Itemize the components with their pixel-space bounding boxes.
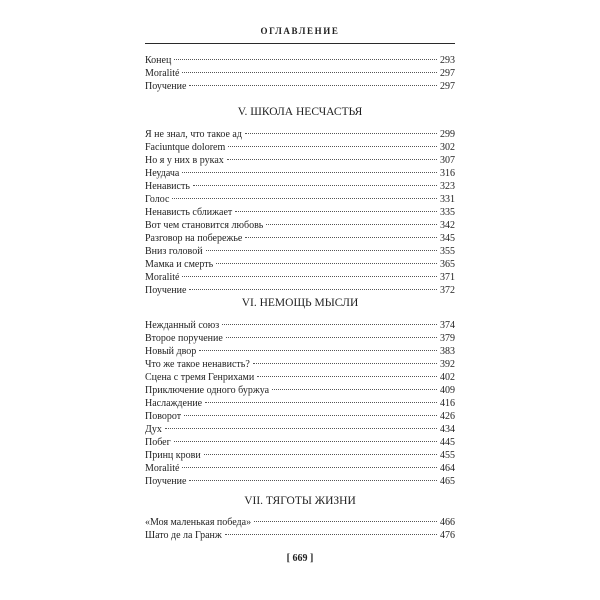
toc-entry[interactable] xyxy=(145,319,455,332)
toc-entry-title: Поворот xyxy=(145,411,182,422)
toc-entry-title: Сцена с тремя Генрихами xyxy=(145,372,255,383)
toc-entry-title: Moralité xyxy=(145,68,180,79)
toc-leader-dots xyxy=(235,211,437,212)
toc-leader-dots xyxy=(174,441,437,442)
toc-entry[interactable] xyxy=(145,345,455,358)
toc-entry-title: Принц крови xyxy=(145,450,201,461)
toc-leader-dots xyxy=(174,59,437,60)
toc-leader-dots xyxy=(189,85,437,86)
toc-leader-dots xyxy=(172,198,437,199)
toc-entry-title: Шато де ла Гранж xyxy=(145,530,222,541)
toc-entry-title: Приключение одного буржуа xyxy=(145,385,270,396)
toc-leader-dots xyxy=(182,276,437,277)
toc-entry-title: Ненависть сближает xyxy=(145,207,233,218)
toc-entry-title: Голос xyxy=(145,194,170,205)
toc-entry-title: Разговор на побережье xyxy=(145,233,243,244)
toc-entry[interactable] xyxy=(145,449,455,462)
toc-leader-dots xyxy=(184,415,437,416)
toc-leader-dots xyxy=(189,289,437,290)
toc-leader-dots xyxy=(182,172,437,173)
toc-leader-dots xyxy=(222,324,437,325)
toc-entry-title: Но я у них в руках xyxy=(145,155,224,166)
toc-entry-page: 323 xyxy=(440,181,455,192)
toc-entry-title: Я не знал, что такое ад xyxy=(145,129,242,140)
toc-entry[interactable] xyxy=(145,245,455,258)
toc-entry-page: 371 xyxy=(440,272,455,283)
toc-entry[interactable] xyxy=(145,54,455,67)
toc-entry-page: 299 xyxy=(440,129,455,140)
toc-leader-dots xyxy=(199,350,437,351)
toc-entry-page: 434 xyxy=(440,424,455,435)
toc-entry[interactable] xyxy=(145,332,455,345)
toc-entry[interactable] xyxy=(145,67,455,80)
toc-entry-page: 307 xyxy=(440,155,455,166)
toc-entry-page: 372 xyxy=(440,285,455,296)
toc-entry[interactable] xyxy=(145,154,455,167)
toc-leader-dots xyxy=(189,480,437,481)
toc-entry-title: Faciuntque dolorem xyxy=(145,142,226,153)
toc-entry[interactable] xyxy=(145,141,455,154)
toc-entry[interactable] xyxy=(145,167,455,180)
toc-entry-page: 379 xyxy=(440,333,455,344)
toc-entry-page: 392 xyxy=(440,359,455,370)
toc-entry-page: 297 xyxy=(440,81,455,92)
toc-leader-dots xyxy=(272,389,437,390)
header-rule xyxy=(145,43,455,44)
section-heading: VII. ТЯГОТЫ ЖИЗНИ xyxy=(244,495,356,507)
toc-entry[interactable] xyxy=(145,128,455,141)
toc-entry[interactable] xyxy=(145,271,455,284)
toc-entry-page: 455 xyxy=(440,450,455,461)
toc-entry-title: Дух xyxy=(145,424,162,435)
toc-leader-dots xyxy=(182,467,437,468)
toc-entry[interactable] xyxy=(145,258,455,271)
page-number: [ 669 ] xyxy=(286,553,314,564)
toc-entry[interactable] xyxy=(145,423,455,436)
toc-leader-dots xyxy=(225,534,437,535)
section-heading: V. ШКОЛА НЕСЧАСТЬЯ xyxy=(237,106,363,118)
toc-entry-page: 465 xyxy=(440,476,455,487)
toc-entry-title: Поучение xyxy=(145,476,187,487)
toc-entry-page: 466 xyxy=(440,517,455,528)
toc-entry-page: 293 xyxy=(440,55,455,66)
toc-entry[interactable] xyxy=(145,371,455,384)
toc-entry[interactable] xyxy=(145,384,455,397)
toc-entry-title: Неудача xyxy=(145,168,180,179)
toc-entry-title: Второе поручение xyxy=(145,333,223,344)
toc-entry-page: 335 xyxy=(440,207,455,218)
toc-entry-title: Поучение xyxy=(145,81,187,92)
toc-entry-page: 355 xyxy=(440,246,455,257)
toc-leader-dots xyxy=(165,428,437,429)
running-header: ОГЛАВЛЕНИЕ xyxy=(260,26,340,36)
toc-leader-dots xyxy=(206,250,437,251)
toc-entry-title: Конец xyxy=(145,55,172,66)
toc-entry[interactable] xyxy=(145,397,455,410)
toc-leader-dots xyxy=(205,402,437,403)
toc-leader-dots xyxy=(216,263,437,264)
toc-entry-title: Мамка и смерть xyxy=(145,259,214,270)
toc-entry[interactable] xyxy=(145,358,455,371)
toc-leader-dots xyxy=(182,72,437,73)
toc-entry[interactable] xyxy=(145,436,455,449)
toc-entry-title: Ненависть xyxy=(145,181,190,192)
section-heading: VI. НЕМОЩЬ МЫСЛИ xyxy=(241,297,359,309)
toc-entry[interactable] xyxy=(145,232,455,245)
toc-entry-page: 416 xyxy=(440,398,455,409)
toc-entry[interactable] xyxy=(145,180,455,193)
toc-entry-title: Вот чем становится любовь xyxy=(145,220,264,231)
toc-leader-dots xyxy=(226,337,437,338)
toc-entry[interactable] xyxy=(145,475,455,488)
toc-entry-title: Что же такое ненависть? xyxy=(145,359,250,370)
toc-entry-page: 464 xyxy=(440,463,455,474)
toc-entry-page: 342 xyxy=(440,220,455,231)
toc-entry[interactable] xyxy=(145,219,455,232)
toc-entry[interactable] xyxy=(145,462,455,475)
toc-entry-page: 302 xyxy=(440,142,455,153)
toc-entry-page: 445 xyxy=(440,437,455,448)
toc-entry[interactable] xyxy=(145,529,455,542)
toc-leader-dots xyxy=(228,146,437,147)
toc-entry-page: 409 xyxy=(440,385,455,396)
toc-leader-dots xyxy=(245,133,437,134)
toc-entry-page: 297 xyxy=(440,68,455,79)
toc-entry-page: 365 xyxy=(440,259,455,270)
toc-entry-page: 374 xyxy=(440,320,455,331)
toc-leader-dots xyxy=(257,376,437,377)
toc-leader-dots xyxy=(253,363,437,364)
toc-entry-title: Наслаждение xyxy=(145,398,203,409)
toc-entry-title: «Моя маленькая победа» xyxy=(145,517,252,528)
toc-entry-title: Нежданный союз xyxy=(145,320,220,331)
toc-entry-page: 476 xyxy=(440,530,455,541)
toc-leader-dots xyxy=(266,224,437,225)
toc-entry-title: Побег xyxy=(145,437,171,448)
toc-entry-page: 316 xyxy=(440,168,455,179)
toc-entry-page: 383 xyxy=(440,346,455,357)
toc-entry[interactable] xyxy=(145,80,455,93)
toc-entry-page: 345 xyxy=(440,233,455,244)
toc-leader-dots xyxy=(245,237,437,238)
toc-entry-page: 426 xyxy=(440,411,455,422)
toc-entry-title: Новый двор xyxy=(145,346,197,357)
toc-leader-dots xyxy=(227,159,437,160)
toc-entry-title: Moralité xyxy=(145,272,180,283)
toc-entry-title: Moralité xyxy=(145,463,180,474)
toc-entry[interactable] xyxy=(145,193,455,206)
toc-entry[interactable] xyxy=(145,410,455,423)
toc-leader-dots xyxy=(193,185,437,186)
toc-entry-title: Поучение xyxy=(145,285,187,296)
toc-leader-dots xyxy=(204,454,437,455)
toc-leader-dots xyxy=(254,521,437,522)
toc-entry[interactable] xyxy=(145,516,455,529)
toc-entry-page: 402 xyxy=(440,372,455,383)
toc-entry-title: Вниз головой xyxy=(145,246,203,257)
toc-entry[interactable] xyxy=(145,206,455,219)
toc-entry-page: 331 xyxy=(440,194,455,205)
